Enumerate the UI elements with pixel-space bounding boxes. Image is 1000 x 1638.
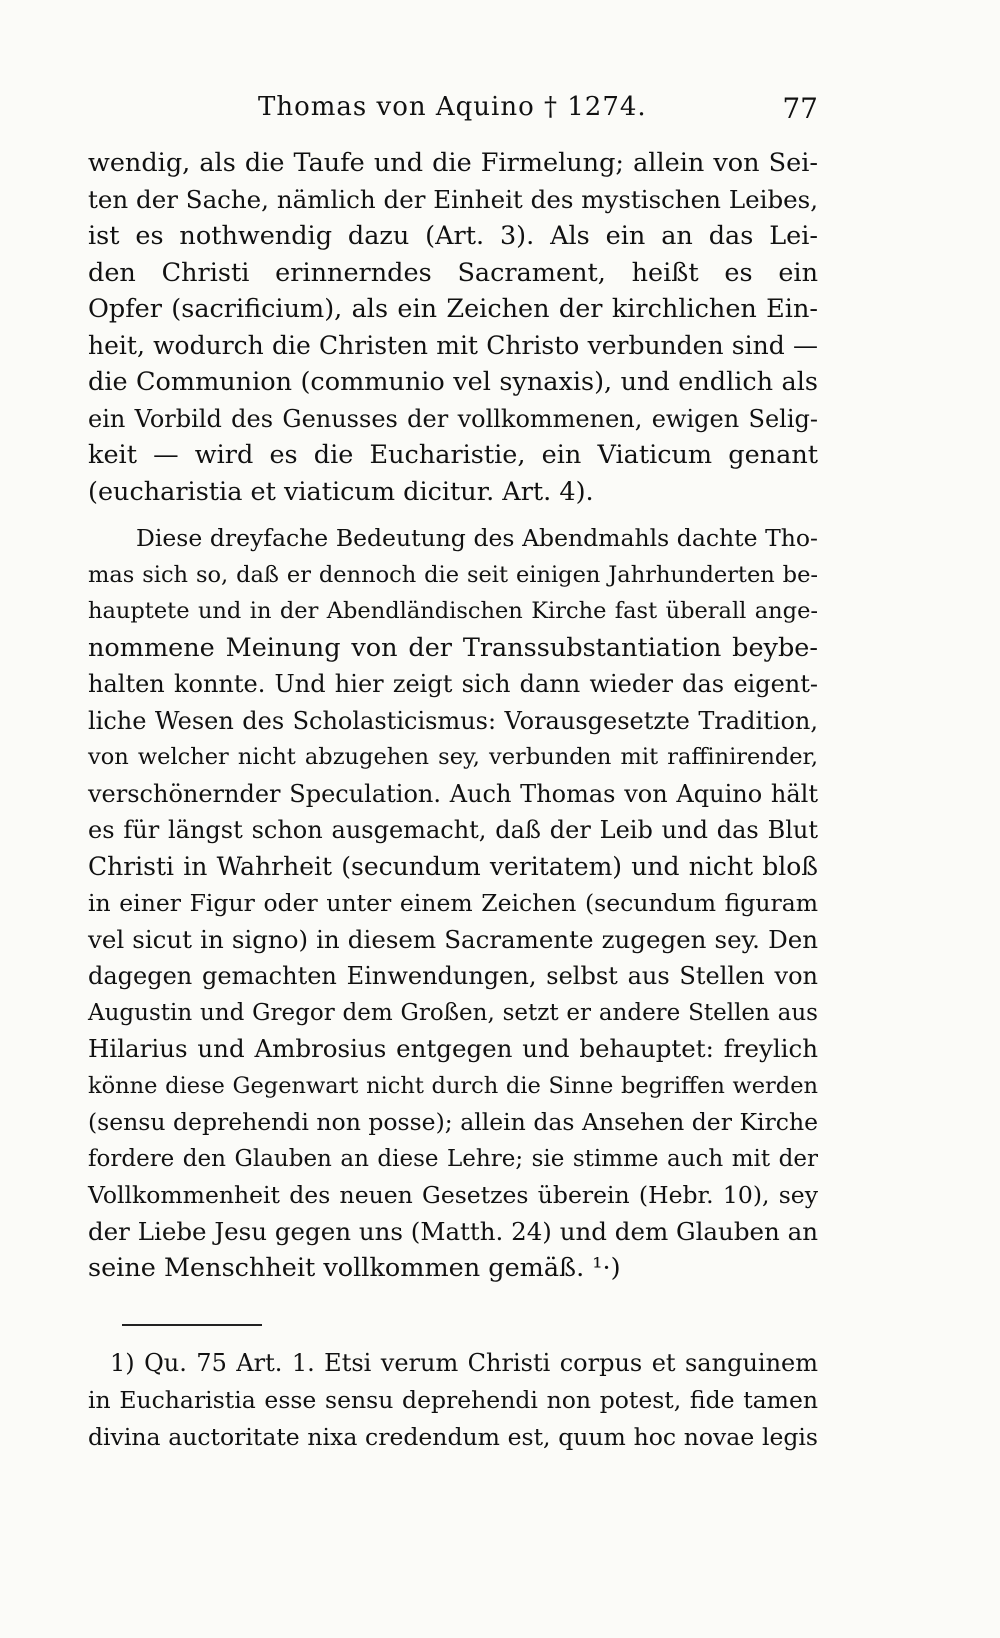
footnote-line: 1) Qu. 75 Art. 1. Etsi verum Christi corpus et sanguinem	[110, 1349, 818, 1377]
paragraph-1	[88, 145, 818, 510]
text-line: vel sicut in signo) in diesem Sacramente zugegen sey. Den	[88, 924, 818, 954]
text-line: ein Vorbild des Genusses der vollkommenen, ewigen Selig-	[88, 404, 818, 433]
text-line: ist es nothwendig dazu (Art. 3). Als ein an das Lei-	[88, 221, 818, 251]
text-line: könne diese Gegenwart nicht durch die Sinne begriffen werden	[88, 1072, 818, 1099]
text-line: liche Wesen des Scholasticismus: Vorausgesetzte Tradition,	[88, 706, 818, 735]
text-line: halten konnte. Und hier zeigt sich dann wieder das eigent-	[88, 670, 818, 698]
text-line: Diese dreyfache Bedeutung des Abendmahls dachte Tho-	[136, 524, 818, 552]
paragraph-2	[88, 520, 818, 1287]
text-line: in einer Figur oder unter einem Zeichen (secundum figuram	[88, 889, 818, 917]
running-title: Thomas von Aquino † 1274.	[258, 92, 647, 122]
footnote-rule	[122, 1324, 262, 1326]
text-line: fordere den Glauben an diese Lehre; sie stimme auch mit der	[88, 1145, 818, 1172]
running-head	[88, 92, 818, 132]
text-line: heit, wodurch die Christen mit Christo verbunden sind —	[88, 330, 818, 360]
footnote-line: divina auctoritate nixa credendum est, quum hoc novae legis	[88, 1423, 818, 1451]
text-line: Hilarius und Ambrosius entgegen und behauptet: freylich	[88, 1034, 818, 1063]
text-line: die Communion (communio vel synaxis), und endlich als	[88, 367, 818, 397]
text-line: seine Menschheit vollkommen gemäß. ¹·)	[88, 1253, 621, 1283]
page-number: 77	[782, 92, 818, 125]
text-line: es für längst schon ausgemacht, daß der Leib und das Blut	[88, 816, 818, 844]
footnote-line: in Eucharistia esse sensu deprehendi non potest, fide tamen	[88, 1386, 818, 1414]
text-line: (eucharistia et viaticum dicitur. Art. 4).	[88, 476, 594, 507]
footnotes	[88, 1345, 818, 1456]
text-line: Christi in Wahrheit (secundum veritatem) und nicht bloß	[88, 851, 818, 881]
text-line: dagegen gemachten Einwendungen, selbst aus Stellen von	[88, 962, 818, 990]
text-line: den Christi erinnerndes Sacrament, heißt es ein	[88, 257, 818, 288]
paragraph-gap	[88, 510, 818, 520]
text-line: Augustin und Gregor dem Großen, setzt er andere Stellen aus	[88, 999, 818, 1026]
body-text	[88, 145, 818, 1287]
text-line: Vollkommenheit des neuen Gesetzes überein (Hebr. 10), sey	[88, 1181, 818, 1209]
text-line: von welcher nicht abzugehen sey, verbunden mit raffinirender,	[88, 744, 818, 770]
text-line: der Liebe Jesu gegen uns (Matth. 24) und dem Glauben an	[88, 1216, 818, 1246]
text-line: verschönernder Speculation. Auch Thomas von Aquino hält	[88, 779, 818, 808]
text-line: mas sich so, daß er dennoch die seit einigen Jahrhunderten be-	[88, 561, 818, 588]
text-line: nommene Meinung von der Transsubstantiation beybe-	[88, 632, 818, 663]
text-line: wendig, als die Taufe und die Firmelung; allein von Sei-	[88, 148, 818, 178]
text-line: (sensu deprehendi non posse); allein das Ansehen der Kirche	[88, 1108, 818, 1136]
text-line: hauptete und in der Abendländischen Kirche fast überall ange-	[88, 598, 818, 624]
text-line: ten der Sache, nämlich der Einheit des mystischen Leibes,	[88, 184, 818, 214]
text-line: Opfer (sacrificium), als ein Zeichen der kirchlichen Ein-	[88, 294, 818, 324]
text-line: keit — wird es die Eucharistie, ein Viaticum genant	[88, 440, 818, 470]
